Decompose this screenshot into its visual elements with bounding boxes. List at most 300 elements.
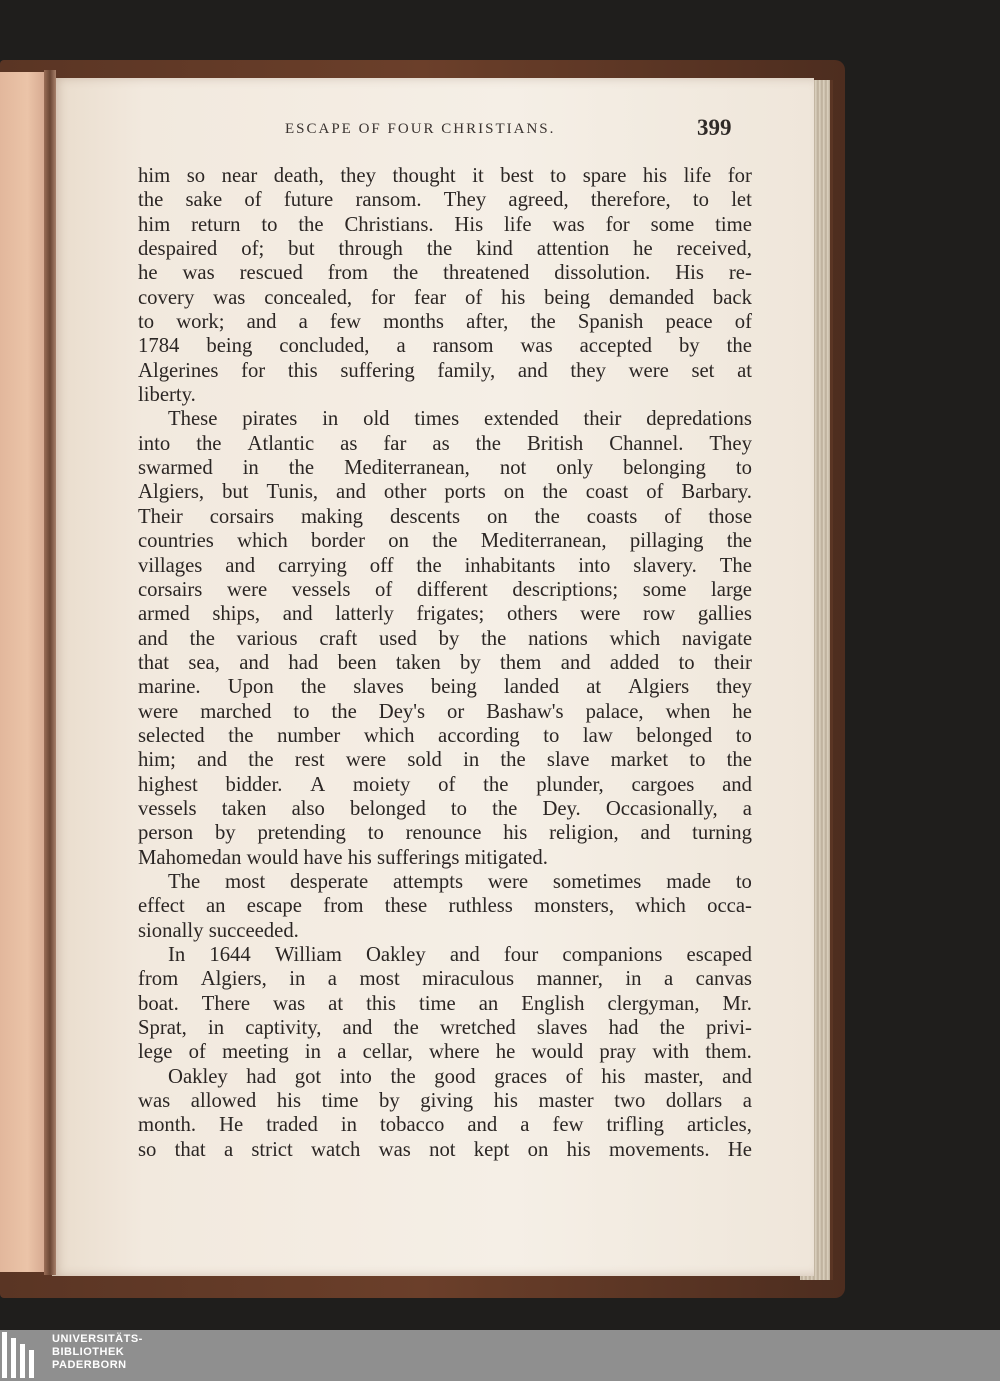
word: a: [742, 797, 752, 820]
word: a: [337, 1041, 347, 1064]
word: was: [182, 262, 215, 285]
word: a: [396, 335, 406, 358]
word: to: [138, 311, 155, 334]
text-line: [138, 1065, 752, 1089]
word: his: [503, 822, 528, 845]
word: despaired: [138, 238, 218, 261]
word: Barbary.: [681, 481, 752, 504]
word: watch: [311, 1138, 361, 1161]
word: them.: [705, 1041, 752, 1064]
text-line: [138, 1089, 752, 1113]
word: Mediterranean,: [480, 530, 607, 553]
word: used: [378, 627, 417, 650]
text-line: [138, 724, 752, 748]
word: life: [504, 213, 532, 236]
word: months: [383, 311, 444, 334]
word: the: [726, 335, 752, 358]
word: Occasionally,: [605, 797, 718, 820]
word: 1784: [138, 335, 180, 358]
word: peace: [665, 311, 713, 334]
footer-bar: [0, 1330, 1000, 1381]
word: depredations: [646, 408, 752, 431]
word: privi-: [705, 1017, 752, 1040]
word: he: [138, 262, 158, 285]
word: latterly: [335, 603, 394, 626]
word: according: [438, 724, 520, 747]
text-line: [138, 261, 752, 285]
word: of: [244, 189, 262, 212]
text-line: [138, 432, 752, 456]
word: it: [472, 165, 484, 187]
word: not: [429, 1138, 456, 1161]
word: pillaging: [629, 530, 704, 553]
library-logo-text: [52, 1333, 143, 1372]
text-line: [138, 1138, 752, 1162]
word: and: [467, 1114, 498, 1137]
word: old: [363, 408, 390, 431]
word: which: [363, 724, 415, 747]
word: In: [168, 944, 186, 966]
book-gutter: [44, 70, 56, 1275]
word: belonging: [623, 457, 706, 480]
word: also: [291, 797, 325, 820]
word: had: [608, 1017, 639, 1040]
word: agreed,: [508, 189, 569, 212]
word: and: [517, 359, 548, 382]
word: kind: [476, 238, 513, 261]
word: English: [521, 992, 585, 1015]
logo-line: BIBLIOTHEK: [52, 1346, 125, 1358]
word: or: [447, 700, 465, 723]
word: not: [499, 457, 527, 480]
word: his: [642, 165, 668, 187]
word: accepted: [579, 335, 652, 358]
word: rescued: [239, 262, 303, 285]
word: vessels: [138, 797, 197, 820]
word: of: [565, 1065, 583, 1088]
word: of;: [241, 238, 265, 261]
word: they: [716, 676, 752, 699]
word: these: [384, 895, 428, 918]
word: tobacco: [380, 1114, 445, 1137]
word: covery: [138, 286, 195, 309]
word: William: [274, 944, 342, 966]
word: ransom: [432, 335, 494, 358]
word: the: [331, 700, 357, 723]
word: and: [336, 481, 366, 504]
word: the: [300, 676, 327, 699]
word: concealed,: [264, 286, 353, 309]
word: to: [735, 870, 752, 893]
word: clergyman,: [607, 992, 700, 1015]
word: death,: [273, 165, 324, 187]
word: These: [168, 408, 218, 431]
word: coast: [585, 481, 629, 504]
page-number: 399: [697, 115, 732, 140]
word: those: [708, 505, 752, 528]
word: sold: [407, 749, 442, 772]
word: British: [526, 432, 584, 455]
text-line: [138, 1040, 752, 1064]
word: as: [340, 432, 358, 455]
word: market: [610, 749, 669, 772]
word: on: [503, 481, 525, 504]
word: descents: [389, 505, 461, 528]
word: where: [429, 1041, 480, 1064]
word: moiety: [352, 773, 411, 796]
word: and: [138, 627, 168, 650]
word: The: [168, 870, 201, 893]
word: concluded,: [279, 335, 370, 358]
word: which: [609, 627, 661, 650]
word: the: [726, 530, 752, 553]
text-line: [138, 213, 752, 237]
word: slave: [546, 749, 590, 772]
running-head: ESCAPE OF FOUR CHRISTIANS.: [285, 121, 556, 137]
word: and: [560, 651, 591, 674]
word: life: [683, 165, 712, 187]
word: the: [534, 505, 560, 528]
word: the: [432, 530, 458, 553]
word: and: [282, 603, 313, 626]
word: They: [709, 432, 752, 455]
word: had: [288, 651, 319, 674]
word: and: [239, 651, 270, 674]
word: palace,: [585, 700, 644, 723]
text-line: [138, 919, 752, 943]
word: spare: [582, 165, 627, 187]
word: marine.: [138, 676, 201, 699]
word: which: [237, 530, 288, 553]
word: to: [550, 165, 567, 187]
text-line: [138, 651, 752, 675]
word: were: [345, 749, 387, 772]
word: traded: [266, 1114, 318, 1137]
word: Algiers,: [138, 481, 205, 504]
word: swarmed: [138, 457, 213, 480]
word: canvas: [695, 968, 752, 991]
word: they: [340, 165, 376, 187]
word: the: [659, 1017, 685, 1040]
word: from: [138, 968, 179, 991]
word: to: [543, 724, 560, 747]
word: from: [327, 262, 368, 285]
word: in: [625, 968, 642, 991]
word: that: [138, 651, 170, 674]
word: to: [450, 797, 467, 820]
word: religion,: [549, 822, 619, 845]
word: of: [465, 286, 483, 309]
text-line: [138, 383, 752, 407]
word: into: [339, 1065, 372, 1088]
text-line: [138, 578, 752, 602]
word: at: [586, 676, 602, 699]
word: a: [663, 968, 674, 991]
word: have: [303, 846, 348, 869]
word: mitigated.: [464, 846, 548, 869]
text-line: [138, 529, 752, 553]
word: by: [438, 627, 460, 650]
word: on: [486, 505, 508, 528]
word: would: [531, 1041, 584, 1064]
word: of: [438, 773, 456, 796]
text-line: [138, 943, 752, 967]
word: the: [426, 238, 453, 261]
word: corsairs: [209, 505, 275, 528]
word: highest: [138, 773, 198, 796]
word: family,: [437, 359, 496, 382]
word: the: [475, 432, 501, 455]
word: in: [304, 1041, 321, 1064]
word: in: [289, 968, 306, 991]
word: in: [242, 457, 259, 480]
word: of: [375, 578, 393, 601]
word: was: [138, 1090, 171, 1113]
word: their: [583, 408, 622, 431]
word: few: [552, 1114, 584, 1137]
word: the: [483, 773, 509, 796]
word: and: [640, 822, 671, 845]
word: villages: [138, 554, 203, 577]
word: good: [434, 1065, 476, 1088]
text-line: [138, 773, 752, 797]
word: was: [213, 286, 246, 309]
word: other: [383, 481, 427, 504]
word: cellar,: [362, 1041, 413, 1064]
word: occa-: [707, 895, 752, 918]
text-line: [138, 554, 752, 578]
word: in: [340, 1114, 358, 1137]
text-line: [138, 505, 752, 529]
word: slaves: [536, 1017, 588, 1040]
word: by: [460, 651, 481, 674]
word: a: [520, 1114, 530, 1137]
word: return: [191, 213, 241, 236]
word: his: [276, 1090, 302, 1113]
word: fear: [413, 286, 447, 309]
word: master: [538, 1090, 594, 1113]
word: his: [501, 286, 526, 309]
text-line: [138, 797, 752, 821]
word: making: [300, 505, 364, 528]
word: lege: [138, 1041, 173, 1064]
word: graces: [494, 1065, 548, 1088]
word: at: [737, 359, 752, 382]
text-line: [138, 407, 752, 431]
word: time: [418, 992, 456, 1015]
word: by: [214, 822, 236, 845]
word: they: [570, 359, 606, 382]
text-line: [138, 237, 752, 261]
word: giving: [420, 1090, 474, 1113]
word: and: [197, 749, 228, 772]
word: vessels: [291, 578, 351, 601]
word: being: [430, 676, 477, 699]
word: in: [463, 749, 480, 772]
word: would: [246, 846, 304, 869]
word: liberty.: [138, 384, 196, 407]
word: extended: [483, 408, 559, 431]
word: number: [277, 724, 341, 747]
word: attention: [536, 238, 610, 261]
word: escaped: [686, 944, 752, 966]
word: sufferings: [377, 846, 465, 869]
word: been: [337, 651, 377, 674]
word: sionally: [138, 919, 209, 942]
text-line: [138, 480, 752, 504]
word: cargoes: [631, 773, 695, 796]
word: Algerines: [138, 359, 219, 382]
word: kept: [473, 1138, 510, 1161]
word: miraculous: [422, 968, 515, 991]
word: as: [432, 432, 450, 455]
word: Bashaw's: [486, 700, 564, 723]
word: for: [370, 286, 396, 309]
word: made: [666, 870, 711, 893]
word: their: [713, 651, 752, 674]
word: navigate: [681, 627, 752, 650]
word: was: [552, 213, 585, 236]
word: an: [478, 992, 499, 1015]
word: Christians.: [344, 213, 434, 236]
word: to: [692, 189, 709, 212]
word: Spanish: [577, 311, 644, 334]
word: a: [298, 311, 308, 334]
word: time: [715, 213, 752, 236]
word: in: [322, 408, 339, 431]
text-line: [138, 164, 752, 188]
word: They: [443, 189, 487, 212]
word: them: [500, 651, 542, 674]
word: being: [206, 335, 253, 358]
word: the: [228, 724, 254, 747]
word: border: [310, 530, 365, 553]
word: large: [711, 578, 752, 601]
word: and: [722, 773, 752, 796]
word: row: [643, 603, 676, 626]
word: countries: [138, 530, 214, 553]
logo-line: PADERBORN: [52, 1359, 127, 1371]
word: were: [226, 578, 268, 601]
word: which: [635, 895, 686, 918]
word: for: [727, 165, 752, 187]
word: There: [201, 992, 251, 1015]
word: plunder,: [536, 773, 604, 796]
word: the: [390, 1065, 416, 1088]
word: that: [174, 1138, 206, 1161]
word: frigates;: [416, 603, 485, 626]
word: Algiers,: [200, 968, 267, 991]
word: allowed: [190, 1090, 257, 1113]
word: the: [481, 627, 507, 650]
word: pretending: [257, 822, 346, 845]
word: most: [359, 968, 400, 991]
word: back: [712, 286, 752, 309]
word: but: [222, 481, 249, 504]
word: time: [321, 1090, 359, 1113]
text-line: [138, 286, 752, 310]
word: captivity,: [245, 1017, 322, 1040]
word: strict: [251, 1138, 293, 1161]
word: him;: [138, 749, 176, 772]
text-line: [138, 894, 752, 918]
word: taken: [221, 797, 267, 820]
word: various: [236, 627, 298, 650]
word: sometimes: [552, 870, 642, 893]
text-line: [138, 846, 752, 870]
word: his: [347, 846, 378, 869]
word: for: [605, 213, 630, 236]
word: month.: [138, 1114, 197, 1137]
word: a: [223, 1138, 234, 1161]
word: ports: [444, 481, 486, 504]
word: with: [652, 1041, 690, 1064]
word: on: [388, 530, 409, 553]
word: the: [138, 189, 164, 212]
word: His: [454, 213, 484, 236]
word: in: [207, 1017, 225, 1040]
word: but: [288, 238, 315, 261]
word: landed: [503, 676, 560, 699]
text-line: [138, 675, 752, 699]
text-line: [138, 310, 752, 334]
word: to: [293, 700, 310, 723]
word: Atlantic: [247, 432, 315, 455]
word: future: [283, 189, 334, 212]
word: The: [719, 554, 752, 577]
word: Mediterranean,: [344, 457, 470, 480]
word: Dey.: [542, 797, 581, 820]
word: four: [503, 944, 539, 966]
word: 1644: [209, 944, 251, 966]
word: monsters,: [534, 895, 615, 918]
word: to: [367, 822, 384, 845]
word: off: [369, 554, 394, 577]
word: pray: [599, 1041, 637, 1064]
word: some: [642, 578, 687, 601]
word: effect: [138, 895, 185, 918]
word: Oakley: [365, 944, 426, 966]
word: rest: [294, 749, 325, 772]
word: by: [678, 335, 700, 358]
word: the: [530, 311, 556, 334]
word: a: [327, 968, 337, 991]
word: ships,: [212, 603, 261, 626]
text-line: [138, 967, 752, 991]
word: belonged: [349, 797, 426, 820]
word: were: [487, 870, 529, 893]
word: were: [580, 603, 621, 626]
word: him: [138, 213, 171, 236]
text-line: [138, 602, 752, 626]
word: set: [691, 359, 715, 382]
word: Mahomedan: [138, 846, 247, 869]
word: after,: [466, 311, 509, 334]
word: and: [225, 554, 256, 577]
word: companions: [562, 944, 663, 966]
word: into: [578, 554, 611, 577]
word: only: [556, 457, 594, 480]
word: Dey's: [378, 700, 426, 723]
word: from: [323, 895, 364, 918]
word: gallies: [697, 603, 752, 626]
word: and: [246, 311, 277, 334]
word: this: [366, 992, 396, 1015]
word: demanded: [609, 286, 695, 309]
word: so: [138, 1138, 157, 1161]
word: was: [378, 1138, 411, 1161]
word: the: [416, 554, 442, 577]
